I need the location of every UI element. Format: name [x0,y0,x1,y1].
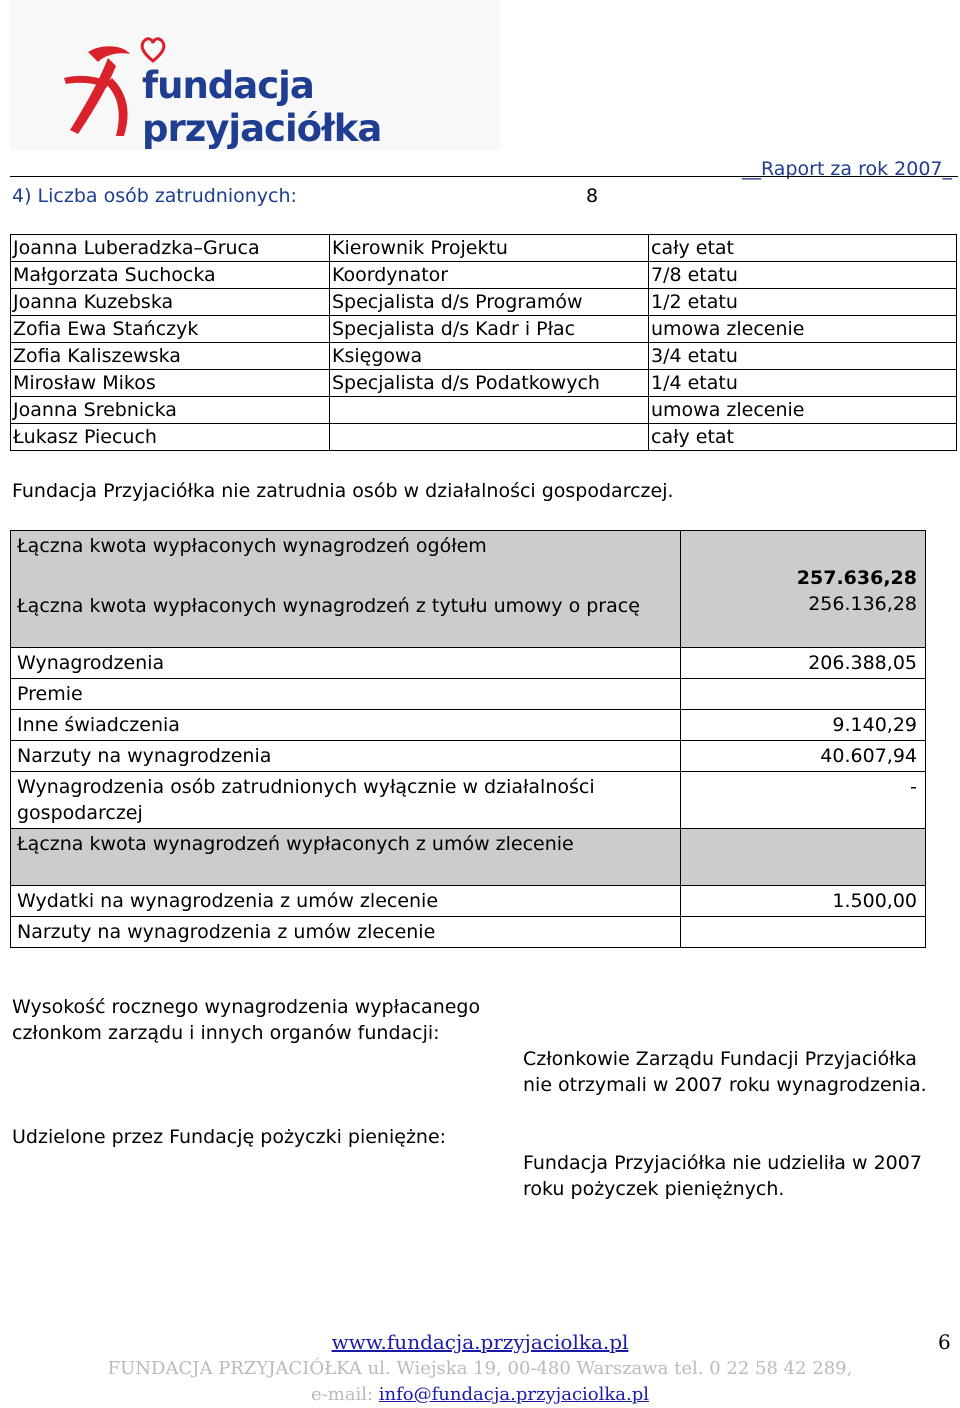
salary-total-value: 257.636,28 [796,567,917,589]
salary-row-value: 40.607,94 [681,741,926,772]
salary-row [11,648,926,679]
commission-total-label: Łączna kwota wynagrodzeń wypłaconych z umów zlecenie [11,829,681,886]
report-label: __Raport za rok 2007_ [742,158,952,180]
salary-row [11,741,926,772]
salary-contract-value: 256.136,28 [808,593,917,615]
employee-contract-type: 1/4 etatu [649,370,957,397]
footer-email-link[interactable]: info@fundacja.przyjaciolka.pl [378,1384,650,1405]
employee-name: Zofia Kaliszewska [11,343,330,370]
employee-position: Koordynator [330,262,649,289]
employee-row [11,262,957,289]
employee-row [11,424,957,451]
board-answer: Członkowie Zarządu Fundacji Przyjaciółka nie otrzymali w 2007 roku wynagrodzenia. [523,1048,927,1096]
commission-total-value [681,829,926,886]
salary-total-row [11,531,926,648]
employees-table [10,234,957,451]
loans-question: Udzielone przez Fundację pożyczki pieniężne: [12,1126,447,1148]
salary-row [11,710,926,741]
salary-total-label: Łączna kwota wypłaconych wynagrodzeń ogółem [17,535,487,557]
employee-name: Łukasz Piecuch [11,424,330,451]
board-question: Wysokość rocznego wynagrodzenia wypłacanego członkom zarządu i innych organów fundacji: [12,996,481,1044]
salary-row [11,679,926,710]
employee-name: Małgorzata Suchocka [11,262,330,289]
employment-note: Fundacja Przyjaciółka nie zatrudnia osób w działalności gospodarczej. [12,480,674,502]
section-heading: 4) Liczba osób zatrudnionych: [12,185,297,207]
footer-email-line [0,1384,960,1405]
commission-total-row [11,829,926,886]
commission-row-value [681,917,926,948]
employee-contract-type: umowa zlecenie [649,316,957,343]
employee-position [330,397,649,424]
employee-contract-type: 1/2 etatu [649,289,957,316]
commission-row [11,917,926,948]
salary-row-label: Premie [11,679,681,710]
employee-name: Mirosław Mikos [11,370,330,397]
header-divider [10,176,958,177]
salary-row-label: Wynagrodzenia osób zatrudnionych wyłącznie w działalności gospodarczej [11,772,681,829]
employee-position: Specjalista d/s Kadr i Płac [330,316,649,343]
commission-row-value: 1.500,00 [681,886,926,917]
employee-row [11,316,957,343]
commission-row-label: Wydatki na wynagrodzenia z umów zlecenie [11,886,681,917]
person-figure-icon [60,38,150,138]
salary-row-label: Wynagrodzenia [11,648,681,679]
employee-row [11,370,957,397]
salary-row-value [681,679,926,710]
employee-position: Kierownik Projektu [330,235,649,262]
footer-email-label: e-mail: [310,1384,379,1405]
page-number: 6 [938,1330,951,1354]
salary-row [11,772,926,829]
employee-name: Zofia Ewa Stańczyk [11,316,330,343]
employee-contract-type: 3/4 etatu [649,343,957,370]
employee-position: Specjalista d/s Programów [330,289,649,316]
employee-count: 8 [586,185,599,207]
employee-row [11,289,957,316]
employee-name: Joanna Luberadzka–Gruca [11,235,330,262]
employee-contract-type: cały etat [649,235,957,262]
employee-contract-type: umowa zlecenie [649,397,957,424]
heart-icon [138,34,168,64]
loans-answer: Fundacja Przyjaciółka nie udzieliła w 2007 roku pożyczek pieniężnych. [523,1152,922,1200]
employee-row [11,343,957,370]
salaries-table [10,530,926,948]
employee-row [11,235,957,262]
salary-total-value-cell [681,531,926,648]
logo-text: fundacja przyjaciółka [142,64,382,150]
employee-position [330,424,649,451]
logo [10,0,500,150]
salary-row-value: - [681,772,926,829]
employee-name: Joanna Srebnicka [11,397,330,424]
salary-row-value: 9.140,29 [681,710,926,741]
employee-position: Specjalista d/s Podatkowych [330,370,649,397]
employee-name: Joanna Kuzebska [11,289,330,316]
commission-row-label: Narzuty na wynagrodzenia z umów zlecenie [11,917,681,948]
salary-row-label: Inne świadczenia [11,710,681,741]
employee-row [11,397,957,424]
employee-contract-type: 7/8 etatu [649,262,957,289]
salary-total-cell [11,531,681,648]
footer-address: FUNDACJA PRZYJACIÓŁKA ul. Wiejska 19, 00-480 Warszawa tel. 0 22 58 42 289, [107,1358,853,1379]
footer-website-link[interactable]: www.fundacja.przyjaciolka.pl [331,1330,629,1354]
commission-row [11,886,926,917]
salary-row-label: Narzuty na wynagrodzenia [11,741,681,772]
employee-position: Księgowa [330,343,649,370]
salary-row-value: 206.388,05 [681,648,926,679]
employee-contract-type: cały etat [649,424,957,451]
salary-contract-label: Łączna kwota wypłaconych wynagrodzeń z tytułu umowy o pracę [17,595,640,617]
